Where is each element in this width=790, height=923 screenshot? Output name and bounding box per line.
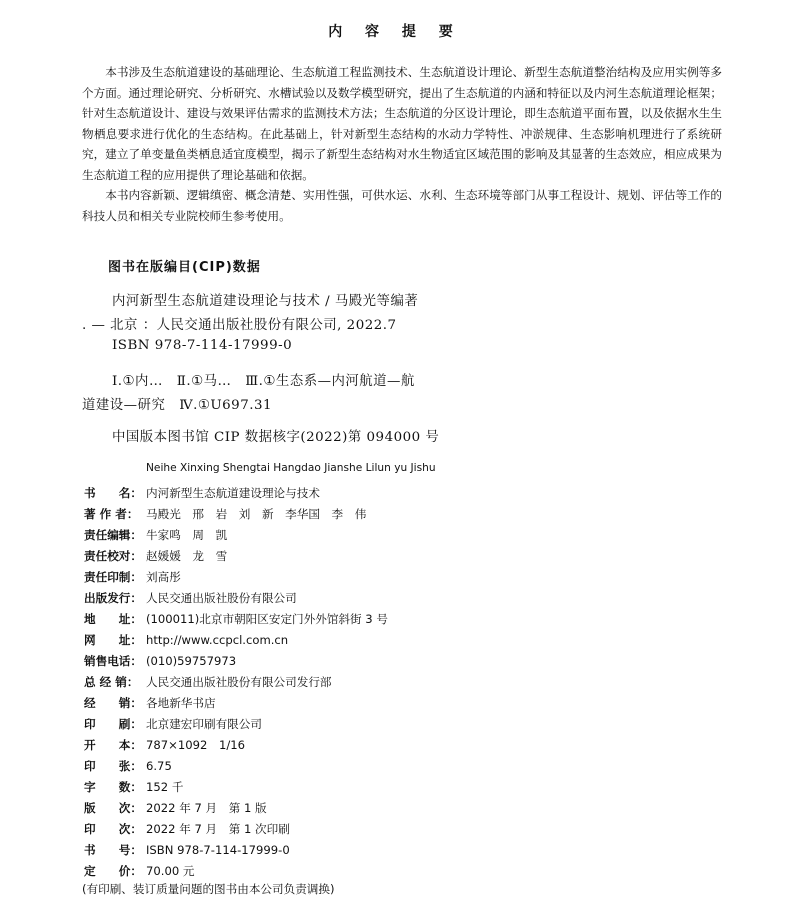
info-label: 销售电话： (84, 654, 142, 668)
info-label: 责任校对： (84, 549, 142, 563)
info-label: 责任编辑： (84, 528, 142, 542)
cip-title-line: 内河新型生态航道建设理论与技术 / 马殿光等编著 (112, 294, 419, 309)
info-row-book-title (84, 483, 724, 504)
cip-isbn-line: ISBN 978-7-114-17999-0 (112, 338, 293, 353)
info-row-printer (84, 714, 724, 735)
cip-heading: 图书在版编目(CIP)数据 (108, 260, 261, 275)
info-row-edition (84, 798, 724, 819)
info-value: 刘高彤 (146, 570, 181, 584)
publication-info-list (84, 483, 724, 882)
summary-paragraph-1: 本书涉及生态航道建设的基础理论、生态航道工程监测技术、生态航道设计理论、新型生态航道整治结构及应用实例等多个方面。通过理论研究、分析研究、水槽试验以及数学模型研究，提出了生态航道的内涵和特征以及内河生态航道理论框架；针对生态航道设计、建设与效果评估需求的监测技术方法；生态航道的分区设计理论，即生态航道平面布置，以及依据水生生物栖息要求进行优化的生态结构。在此基础上，针对新型生态结构的水动力学特性、冲淤规律、生态影响机理进行了系统研究，建立了单变量鱼类栖息适宜度模型，揭示了新型生态结构对水生物适宜区域范围的影响及其显著的生态效应，相应成果为生态航道工程的应用提供了理论基础和依据。 (82, 65, 722, 182)
info-value: http://www.ccpcl.com.cn (146, 633, 289, 647)
info-row-proofreaders (84, 546, 724, 567)
info-row-isbn (84, 840, 724, 861)
pinyin-title: Neihe Xinxing Shengtai Hangdao Jianshe Lilun yu Jishu (146, 462, 436, 474)
info-label: 书 号： (84, 843, 142, 857)
info-row-price (84, 861, 724, 882)
quality-note: (有印刷、装订质量问题的图书由本公司负责调换) (82, 882, 335, 896)
summary-section (82, 62, 722, 226)
info-row-address (84, 609, 724, 630)
info-row-editors (84, 525, 724, 546)
summary-paragraph-2: 本书内容新颖、逻辑缜密、概念清楚、实用性强，可供水运、水利、生态环境等部门从事工程设计、规划、评估等工作的科技人员和相关专业院校师生参考使用。 (82, 188, 722, 223)
cip-record-number: 中国版本图书馆 CIP 数据核字(2022)第 094000 号 (112, 430, 440, 445)
info-row-sheets (84, 756, 724, 777)
info-value: 人民交通出版社股份有限公司发行部 (146, 675, 332, 689)
info-label: 版 次： (84, 801, 142, 815)
info-row-authors (84, 504, 724, 525)
info-label: 印 次： (84, 822, 142, 836)
info-row-website (84, 630, 724, 651)
info-label: 书 名： (84, 486, 142, 500)
info-value: 牛家鸣 周 凯 (146, 528, 228, 542)
info-value: 马殿光 邢 岩 刘 新 李华国 李 伟 (146, 507, 367, 521)
info-label: 经 销： (84, 696, 142, 710)
cip-publisher-line: . — 北京 ：人民交通出版社股份有限公司, 2022.7 (82, 318, 397, 333)
cip-classification-line: Ⅰ.①内… Ⅱ.①马… Ⅲ.①生态系—内河航道—航 (112, 374, 415, 389)
info-value: (010)59757973 (146, 654, 237, 668)
info-value: 70.00 元 (146, 864, 195, 878)
info-row-publisher (84, 588, 724, 609)
info-value: ISBN 978-7-114-17999-0 (146, 843, 290, 857)
info-label: 开 本： (84, 738, 142, 752)
info-label: 著 作 者： (84, 507, 139, 521)
info-label: 出版发行： (84, 591, 142, 605)
info-label: 地 址： (84, 612, 142, 626)
info-label: 印 刷： (84, 717, 142, 731)
info-label: 定 价： (84, 864, 142, 878)
info-row-print-manager (84, 567, 724, 588)
info-value: 内河新型生态航道建设理论与技术 (146, 486, 320, 500)
info-value: 787×1092 1/16 (146, 738, 245, 752)
cip-classification-continued: 道建设—研究 Ⅳ.①U697.31 (82, 398, 273, 413)
info-value: 2022 年 7 月 第 1 版 (146, 801, 267, 815)
info-value: 各地新华书店 (146, 696, 216, 710)
info-value: 北京建宏印刷有限公司 (146, 717, 262, 731)
info-row-word-count (84, 777, 724, 798)
info-value: 人民交通出版社股份有限公司 (146, 591, 297, 605)
info-value: 6.75 (146, 759, 172, 773)
info-label: 网 址： (84, 633, 142, 647)
info-value: 赵媛媛 龙 雪 (146, 549, 228, 563)
info-label: 责任印制： (84, 570, 142, 584)
page-title: 内 容 提 要 (328, 24, 462, 40)
info-row-sales-phone (84, 651, 724, 672)
info-row-printing (84, 819, 724, 840)
info-label: 字 数： (84, 780, 142, 794)
info-row-distributor (84, 693, 724, 714)
info-label: 总 经 销： (84, 675, 139, 689)
info-label: 印 张： (84, 759, 142, 773)
info-value: (100011)北京市朝阳区安定门外外馆斜街 3 号 (146, 612, 388, 626)
info-value: 2022 年 7 月 第 1 次印刷 (146, 822, 290, 836)
info-row-general-distributor (84, 672, 724, 693)
info-row-format (84, 735, 724, 756)
info-value: 152 千 (146, 780, 184, 794)
